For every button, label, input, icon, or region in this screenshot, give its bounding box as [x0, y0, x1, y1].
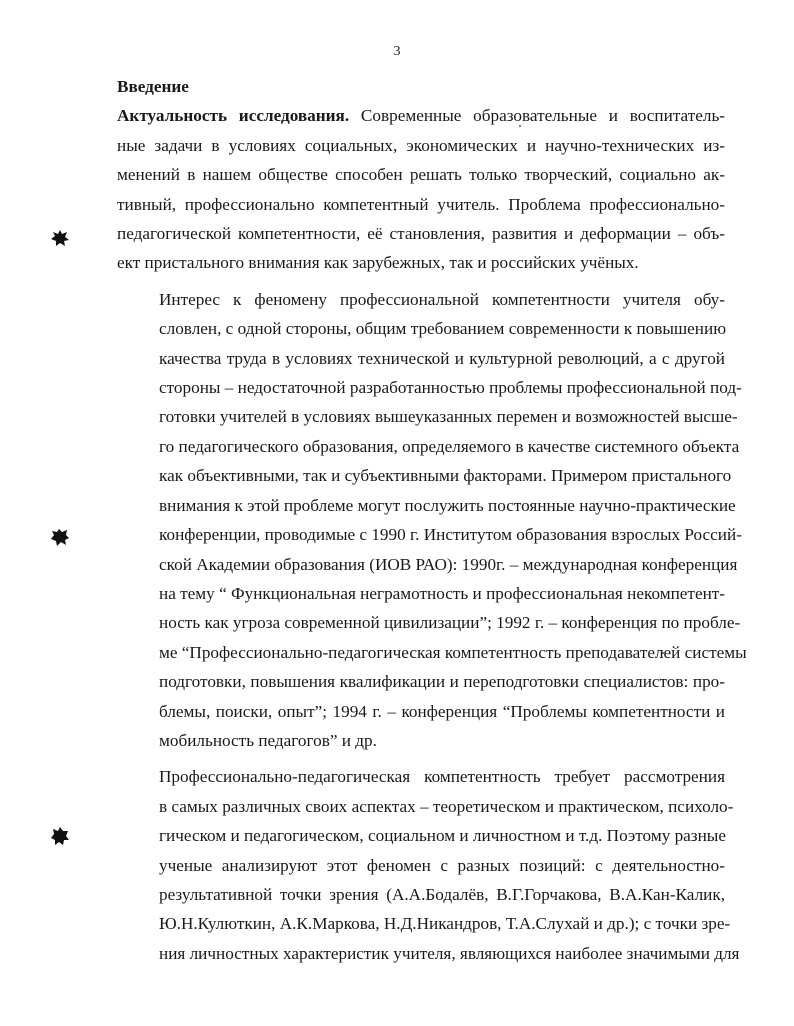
text-line: словлен, с одной стороны, общим требованием современности к повышению: [159, 319, 727, 339]
ink-blot-mark: [50, 527, 70, 547]
text-line: ской Академии образования (ИОВ РАО): 1990г. – международная конференция: [159, 554, 738, 574]
text-line: ные задачи в условиях социальных, экономических и научно-технических из-: [117, 135, 725, 155]
paragraph-competence: [117, 762, 740, 968]
text-line: готовки учителей в условиях вышеуказанных перемен и возможностей высше-: [159, 407, 738, 427]
paragraph-lead: Актуальность исследования.: [117, 106, 350, 126]
paragraph-relevance: [117, 101, 725, 277]
text-line: Ю.Н.Кулюткин, А.К.Маркова, Н.Д.Никандров, Т.А.Слухай и др.); с точки зре-: [159, 914, 731, 934]
text-line: педагогической компетентности, её становления, развития и деформации – объ-: [117, 224, 725, 244]
text-line: на тему “ Функциональная неграмотность и профессиональная некомпетент-: [159, 583, 725, 603]
ink-blot-mark: [50, 826, 70, 846]
section-heading: Введение: [117, 77, 189, 96]
text-line: ния личностных характеристик учителя, являющихся наиболее значимыми для: [159, 943, 740, 963]
document-body: [117, 72, 747, 968]
text-line: [117, 101, 725, 130]
text-line: Интерес к феномену профессиональной компетентности учителя обу-: [159, 289, 725, 309]
text-line: ученые анализируют этот феномен с разных позиций: с деятельностно-: [159, 855, 725, 875]
text-line: как объективными, так и субъективными факторами. Примером пристального: [159, 466, 732, 486]
ink-blot-mark: [50, 228, 70, 248]
text-line: внимания к этой проблеме могут послужить постоянные научно-практические: [159, 495, 736, 515]
text-line-part: Современные образовательные и воспитатель-: [349, 106, 726, 126]
text-line: качества труда в условиях технической и культурной революций, а с другой: [159, 348, 725, 368]
paragraph-gap: [117, 278, 725, 285]
page-number: 3: [393, 44, 401, 59]
text-line: мобильность педагогов” и др.: [159, 730, 377, 750]
text-line: стороны – недостаточной разработанностью проблемы профессиональной под-: [159, 378, 742, 398]
text-line: гическом и педагогическом, социальном и личностном и т.д. Поэтому разные: [159, 826, 726, 846]
text-line: ме “Профессионально-педагогическая компетентность преподавателей системы: [159, 642, 747, 662]
text-line: подготовки, повышения квалификации и переподготовки специалистов: про-: [159, 672, 725, 692]
text-line: менений в нашем обществе способен решать только творческий, социально ак-: [117, 165, 725, 185]
text-line: го педагогического образования, определяемого в качестве системного объекта: [159, 436, 740, 456]
paragraph-interest: [117, 285, 747, 756]
text-line: ность как угроза современной цивилизации”; 1992 г. – конференция по пробле-: [159, 613, 741, 633]
text-line: в самых различных своих аспектах – теоретическом и практическом, психоло-: [159, 796, 734, 816]
text-line: тивный, профессионально компетентный учитель. Проблема профессионально-: [117, 194, 725, 214]
text-line: ект пристального внимания как зарубежных, так и российских учёных.: [117, 253, 639, 273]
text-line: конференции, проводимые с 1990 г. Институтом образования взрослых Россий-: [159, 525, 742, 545]
text-line: блемы, поиски, опыт”; 1994 г. – конференция “Проблемы компетентности и: [159, 701, 725, 721]
paragraph-gap: [117, 755, 725, 762]
text-line: результативной точки зрения (А.А.Бодалёв, В.Г.Горчакова, В.А.Кан-Калик,: [159, 884, 725, 904]
text-line: Профессионально-педагогическая компетентность требует рассмотрения: [159, 767, 725, 787]
